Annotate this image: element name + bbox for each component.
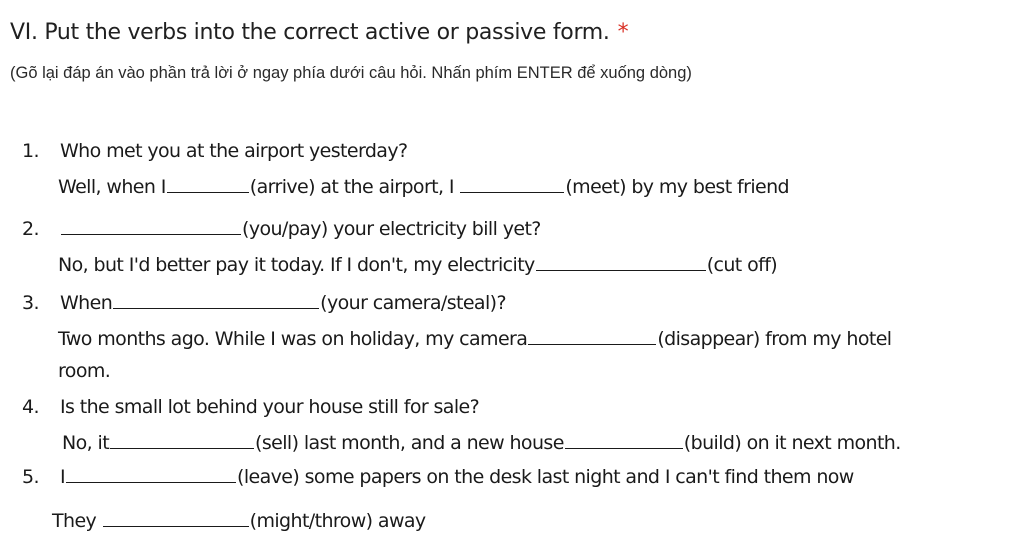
item-5-number: 5. (22, 466, 39, 488)
item-3-blank-1 (113, 290, 319, 309)
item-1-answer-line (58, 174, 789, 198)
item-5-question-b: (leave) some papers on the desk last night and I can't find them now (237, 466, 854, 488)
item-1-answer-a: Well, when I (58, 176, 166, 198)
item-4-question-line (22, 396, 479, 418)
item-1-blank-1 (167, 174, 249, 193)
required-asterisk: * (617, 20, 629, 45)
item-3-answer-c: room. (58, 360, 111, 382)
item-4-blank-2 (565, 430, 683, 449)
item-2-blank-1 (61, 216, 241, 235)
item-2-question-line (22, 216, 541, 240)
item-1-blank-2 (460, 174, 564, 193)
question-title (10, 20, 628, 45)
item-3-number: 3. (22, 292, 39, 314)
item-5-answer-a: They (52, 510, 97, 532)
item-4-answer-line (62, 430, 901, 454)
item-3-blank-2 (528, 326, 656, 345)
item-3-answer-line (58, 326, 891, 350)
item-2-question-tail: (you/pay) your electricity bill yet? (242, 218, 541, 240)
item-2-number: 2. (22, 218, 39, 240)
item-3-answer-b: (disappear) from my hotel (657, 328, 892, 350)
item-2-blank-2 (536, 252, 706, 271)
item-5-blank-1 (66, 464, 236, 483)
item-5-question-line (22, 464, 854, 488)
item-2-answer-line (58, 252, 777, 276)
item-5-blank-2 (103, 508, 249, 527)
item-4-answer-b: (sell) last month, and a new house (255, 432, 564, 454)
item-1-answer-b: (arrive) at the airport, I (249, 176, 454, 198)
item-2-answer-a: No, but I'd better pay it today. If I don't, my electricity (58, 254, 535, 276)
item-1-question: Who met you at the airport yesterday? (60, 140, 408, 162)
item-5-question-a: I (60, 466, 66, 488)
item-4-number: 4. (22, 396, 39, 418)
item-1-question-line (22, 140, 407, 162)
item-3-question-a: When (60, 292, 113, 314)
item-4-answer-a: No, it (62, 432, 110, 454)
item-4-blank-1 (110, 430, 254, 449)
item-4-answer-c: (build) on it next month. (683, 432, 901, 454)
item-3-answer-a: Two months ago. While I was on holiday, my camera (58, 328, 528, 350)
question-title-text: VI. Put the verbs into the correct active or passive form. (10, 20, 610, 45)
item-3-answer-line-2 (58, 360, 110, 382)
item-3-question-b: (your camera/steal)? (320, 292, 506, 314)
item-1-number: 1. (22, 140, 39, 162)
item-2-answer-b: (cut off) (706, 254, 778, 276)
item-3-question-line (22, 290, 506, 314)
item-5-answer-b: (might/throw) away (249, 510, 426, 532)
item-4-question: Is the small lot behind your house still for sale? (60, 396, 480, 418)
question-instruction: (Gõ lại đáp án vào phần trả lời ở ngay phía dưới câu hỏi. Nhấn phím ENTER để xuống dòng) (10, 64, 692, 82)
item-1-answer-c: (meet) by my best friend (565, 176, 789, 198)
item-5-answer-line (52, 508, 426, 532)
